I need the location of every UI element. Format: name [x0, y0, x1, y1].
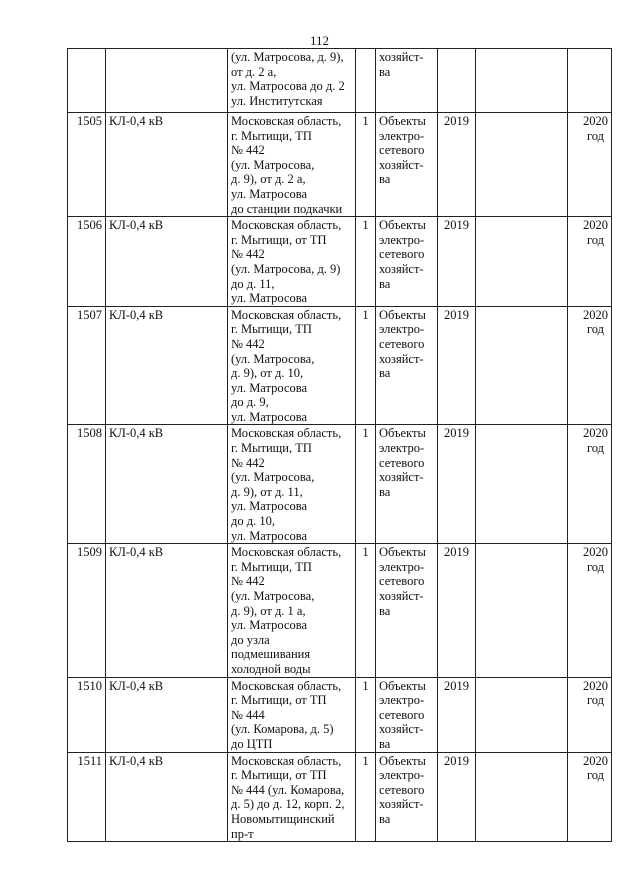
object-year: 2019	[438, 113, 476, 217]
object-year	[438, 49, 476, 113]
planned-year	[568, 49, 612, 113]
table-row	[68, 425, 612, 544]
planned-year-text: 2020 год	[583, 114, 608, 143]
object-quantity: 1	[356, 306, 376, 425]
empty-cell	[476, 306, 568, 425]
object-quantity: 1	[356, 113, 376, 217]
table-row	[68, 677, 612, 752]
planned-year	[568, 677, 612, 752]
object-type: Объекты электро- сетевого хозяйст- ва	[376, 113, 438, 217]
object-name: КЛ-0,4 кВ	[106, 544, 228, 677]
planned-year-text: 2020 год	[583, 545, 608, 574]
row-number: 1506	[68, 217, 106, 307]
object-address: Московская область, г. Мытищи, ТП № 442 (ул. Матросова, д. 9), от д. 11, ул. Матросова до д. 10, ул. Матросова	[228, 425, 356, 544]
planned-year-text: 2020 год	[583, 678, 608, 708]
object-name: КЛ-0,4 кВ	[106, 752, 228, 842]
planned-year	[568, 425, 612, 544]
table-row	[68, 752, 612, 842]
row-number: 1508	[68, 425, 106, 544]
object-name: КЛ-0,4 кВ	[106, 306, 228, 425]
object-type: Объекты электро- сетевого хозяйст- ва	[376, 752, 438, 842]
object-quantity: 1	[356, 544, 376, 677]
object-quantity: 1	[356, 425, 376, 544]
object-year: 2019	[438, 544, 476, 677]
row-number: 1505	[68, 113, 106, 217]
object-address: Московская область, г. Мытищи, от ТП № 444 (ул. Комарова, д. 5) до д. 12, корп. 2, Новомытищинский пр-т	[228, 752, 356, 842]
object-year: 2019	[438, 306, 476, 425]
object-type: хозяйст- ва	[376, 49, 438, 113]
planned-year-text: 2020 год	[583, 218, 608, 247]
object-year: 2019	[438, 752, 476, 842]
object-address: Московская область, г. Мытищи, ТП № 442 (ул. Матросова, д. 9), от д. 2 а, ул. Матросова до станции подкачки	[228, 113, 356, 217]
registry-table	[67, 48, 612, 842]
object-quantity	[356, 49, 376, 113]
planned-year-text: 2020 год	[583, 753, 608, 783]
planned-year	[568, 113, 612, 217]
table-row	[68, 49, 612, 113]
empty-cell	[476, 752, 568, 842]
empty-cell	[476, 677, 568, 752]
object-type: Объекты электро- сетевого хозяйст- ва	[376, 425, 438, 544]
object-type: Объекты электро- сетевого хозяйст- ва	[376, 306, 438, 425]
planned-year	[568, 306, 612, 425]
table-row	[68, 306, 612, 425]
object-quantity: 1	[356, 752, 376, 842]
empty-cell	[476, 217, 568, 307]
page-number: 112	[309, 33, 330, 48]
planned-year-text: 2020 год	[583, 307, 608, 337]
row-number: 1507	[68, 306, 106, 425]
planned-year	[568, 544, 612, 677]
object-quantity: 1	[356, 217, 376, 307]
object-type: Объекты электро- сетевого хозяйст- ва	[376, 544, 438, 677]
object-year: 2019	[438, 217, 476, 307]
object-name: КЛ-0,4 кВ	[106, 425, 228, 544]
row-number: 1510	[68, 677, 106, 752]
empty-cell	[476, 544, 568, 677]
object-quantity: 1	[356, 677, 376, 752]
object-name: КЛ-0,4 кВ	[106, 217, 228, 307]
object-address: Московская область, г. Мытищи, ТП № 442 (ул. Матросова, д. 9), от д. 1 а, ул. Матросова до узла подмешивания холодной воды	[228, 544, 356, 677]
empty-cell	[476, 49, 568, 113]
row-number: 1509	[68, 544, 106, 677]
object-address: Московская область, г. Мытищи, от ТП № 444 (ул. Комарова, д. 5) до ЦТП	[228, 677, 356, 752]
object-year: 2019	[438, 425, 476, 544]
object-address: Московская область, г. Мытищи, ТП № 442 (ул. Матросова, д. 9), от д. 10, ул. Матросова до д. 9, ул. Матросова	[228, 306, 356, 425]
planned-year-text: 2020 год	[583, 426, 608, 456]
planned-year	[568, 752, 612, 842]
table-row	[68, 113, 612, 217]
table-row	[68, 544, 612, 677]
object-year: 2019	[438, 677, 476, 752]
object-address: (ул. Матросова, д. 9), от д. 2 а, ул. Матросова до д. 2 ул. Институтская	[228, 49, 356, 113]
object-address: Московская область, г. Мытищи, от ТП № 442 (ул. Матросова, д. 9) до д. 11, ул. Матросова	[228, 217, 356, 307]
table-row	[68, 217, 612, 307]
object-type: Объекты электро- сетевого хозяйст- ва	[376, 217, 438, 307]
row-number: 1511	[68, 752, 106, 842]
object-name	[106, 49, 228, 113]
planned-year	[568, 217, 612, 307]
object-name: КЛ-0,4 кВ	[106, 677, 228, 752]
empty-cell	[476, 425, 568, 544]
row-number	[68, 49, 106, 113]
object-name: КЛ-0,4 кВ	[106, 113, 228, 217]
table-body	[68, 49, 612, 842]
object-type: Объекты электро- сетевого хозяйст- ва	[376, 677, 438, 752]
empty-cell	[476, 113, 568, 217]
